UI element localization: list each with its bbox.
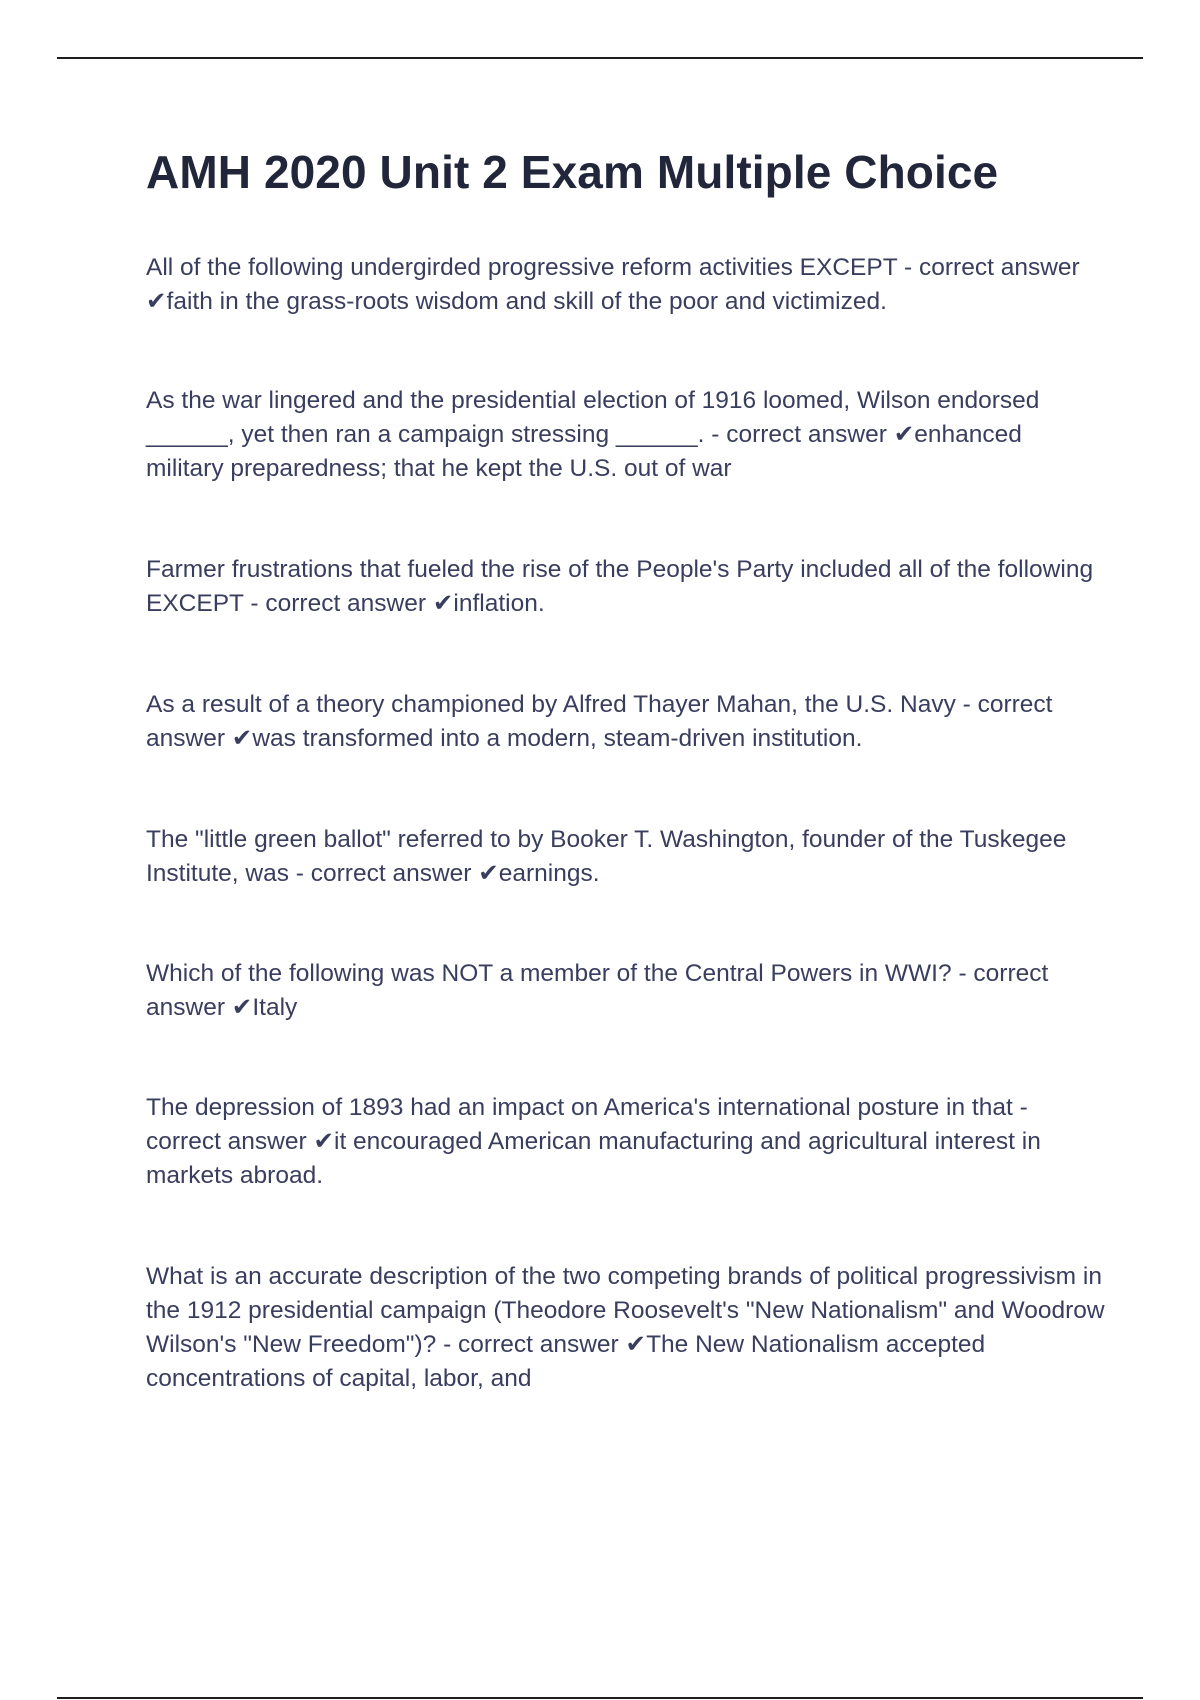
checkmark-icon: ✔ — [231, 994, 253, 1021]
answer-text: inflation. — [453, 590, 545, 617]
checkmark-icon: ✔ — [893, 421, 915, 448]
qa-item-3 — [146, 553, 1106, 621]
answer-text: earnings. — [498, 860, 600, 887]
answer-text: Italy — [252, 994, 298, 1021]
answer-marker: - correct answer — [904, 254, 1080, 281]
answer-marker: - correct answer — [711, 421, 894, 448]
checkmark-icon: ✔ — [313, 1128, 334, 1155]
qa-item-1 — [146, 251, 1106, 319]
question-text: The depression of 1893 had an impact on America's international posture in that — [146, 1094, 1013, 1121]
answer-marker: - correct answer — [146, 960, 1049, 1021]
checkmark-icon: ✔ — [231, 725, 253, 752]
answer-text: was transformed into a modern, steam-driven institution. — [252, 725, 863, 752]
answer-marker: - correct answer — [443, 1331, 626, 1358]
checkmark-icon: ✔ — [478, 860, 499, 887]
qa-item-6 — [146, 957, 1106, 1025]
question-text: Farmer frustrations that fueled the rise of the People's Party included all of the following EXCEPT — [146, 556, 1094, 617]
answer-marker: - correct answer — [295, 860, 479, 887]
answer-marker: - correct answer — [250, 590, 433, 617]
checkmark-icon: ✔ — [146, 288, 167, 315]
qa-item-4 — [146, 688, 1106, 756]
answer-text: The New Nationalism accepted concentrations of capital, labor, and — [146, 1331, 986, 1392]
question-text: The "little green ballot" referred to by Booker T. Washington, founder of the Tuskegee Institute, was — [146, 826, 1067, 887]
bottom-divider — [57, 1697, 1143, 1699]
checkmark-icon: ✔ — [432, 590, 454, 617]
answer-text: faith in the grass-roots wisdom and skill of the poor and victimized. — [166, 288, 887, 315]
question-text: Which of the following was NOT a member of the Central Powers in WWI? — [146, 960, 952, 987]
answer-text: it encouraged American manufacturing and agricultural interest in markets abroad. — [146, 1128, 1041, 1189]
question-text: What is an accurate description of the two competing brands of political progressivism in the 1912 presidential campaign (Theodore Roosevelt's "New Nationalism" and Woodrow Wilson's "New Freedom")? — [146, 1263, 1105, 1358]
top-divider — [57, 57, 1143, 59]
qa-item-8 — [146, 1260, 1106, 1396]
question-text: All of the following undergirded progressive reform activities EXCEPT — [146, 254, 898, 281]
qa-item-7 — [146, 1091, 1106, 1193]
question-text: As the war lingered and the presidential election of 1916 loomed, Wilson endorsed ______, yet then ran a campaign stressing ______. — [146, 387, 1040, 448]
answer-text: enhanced military preparedness; that he kept the U.S. out of war — [146, 421, 1022, 482]
page-title: AMH 2020 Unit 2 Exam Multiple Choice — [146, 146, 999, 198]
answer-marker: - correct answer — [146, 1094, 1028, 1155]
answer-marker: - correct answer — [146, 691, 1053, 752]
qa-item-2 — [146, 384, 1106, 486]
qa-item-5 — [146, 823, 1106, 891]
question-text: As a result of a theory championed by Alfred Thayer Mahan, the U.S. Navy — [146, 691, 956, 718]
checkmark-icon: ✔ — [625, 1331, 647, 1358]
